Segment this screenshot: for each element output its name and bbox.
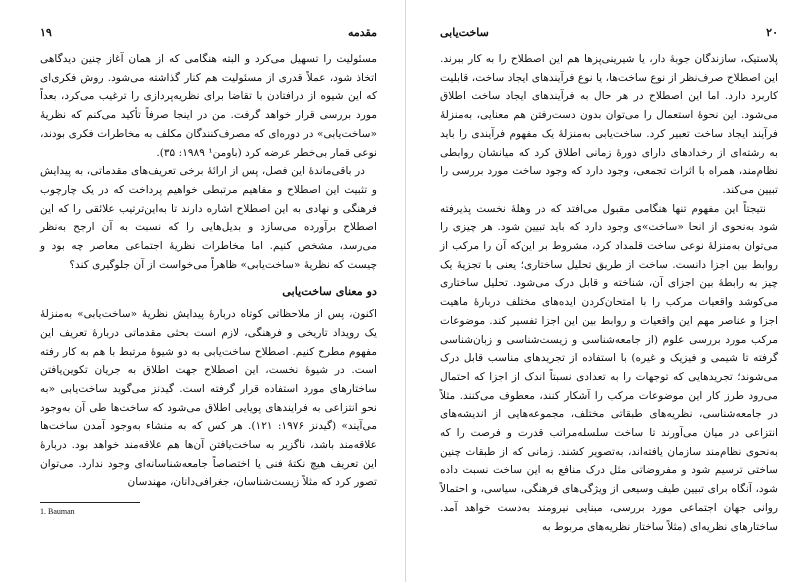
footnote-divider: [40, 502, 140, 503]
left-running-head: [40, 26, 377, 48]
right-page-number: ۲۰: [766, 26, 778, 39]
left-page-body: [40, 50, 377, 492]
left-page-number: ۱۹: [40, 26, 52, 39]
right-running-title: ساخت‌یابی: [440, 26, 489, 39]
body-paragraph: پلاستیک، سازندگان جوبهٔ دار، یا شیرینی‌پزها هم این اصطلاح را به کار ببرند. این اصطلاح صرف‌نظر از نوع ساخت‌ها، یا نوع فرآیندهای ایجاد ساخت، قابلیت کاربرد دارد. اما این اصطلاح در هر حال به فرآیندهای ایجاد ساخت اطلاق می‌شود. این نحوهٔ استعمال را می‌توان بدون دست‌رفتن هم معنایی، به‌منزلهٔ فرآیند ایجاد ساخت تعبیر کرد. ساخت‌یابی به‌منزلهٔ یک مفهوم فرآیندی را باید به رشته‌ای از رخدادهای دارای دورهٔ زمانی اطلاق کرد که میانشان روابطی نظام‌مند، همراه با اثرات تجمعی، وجود دارد که وجود ساخت مورد بررسی را تبیین می‌کند.: [440, 53, 778, 196]
right-page-body: [440, 50, 778, 536]
right-running-head: [440, 26, 778, 48]
section-heading: دو معنای ساخت‌یابی: [282, 284, 377, 299]
right-page: [406, 0, 812, 582]
left-running-title: مقدمه: [347, 26, 377, 39]
body-paragraph: نتیجتاً این مفهوم تنها هنگامی مقبول می‌افتد که در وهلهٔ نخست پذیرفته شود به‌نحوی از انحا «ساخت»ی وجود دارد که باید تبیین شود. هر چیزی را می‌توان به‌منزلهٔ نوعی ساخت قلمداد کرد، مشروط بر این‌که آن را مرکب از روابط بین اجزا دانست. ساخت از طریق تحلیل ساختاری؛ یعنی با تجزیهٔ یک چیز به رابطهٔ بین اجزای آن، شناخته و قابل درک می‌شود. تحلیل ساختاری می‌کوشد واقعیات مرکب را با امتحان‌کردن ایده‌های مختلف دربارهٔ ماهیت اجزا و عناصر مهم این واقعیات و روابط بین این اجزا تفسیر کند. موضوعات مرکب مورد بررسی علوم (از جامعه‌شناسی و زیست‌شناسی و زبان‌شناسی گرفته تا شیمی و فیزیک و غیره) با استفاده از تجریدهای مناسب قابل درک می‌شوند؛ تجریدهایی که توجهات را به تعدادی نسبتاً اندک از اجزا که احتمال می‌رود طرز کار این موضوعات مرکب را آشکار کنند، معطوف می‌کنند. مثلاً در جامعه‌شناسی، نظریه‌های طبقاتی مختلف، مجموعه‌هایی از اندیشه‌های انتزاعی در میان می‌آورند تا ساخت سلسله‌مراتب قدرت و فرصت را که به‌نحوی نظام‌مند سازمان یافته‌اند، به‌تصویر کشند. زمانی که از طبقات چنین ساختی ترسیم شود و مفروضاتی مثل درک منافع به این ساخت نسبت داده شود، آنگاه برای تبیین طیف وسیعی از ویژگی‌های فرهنگی، سیاسی، و احتمالاً روانی جهان اجتماعی مورد بررسی، مبنایی نیرومند به‌دست خواهد آمد. ساختارهای نظریه‌ای (مثلاً ساختار نظریه‌های مربوط به: [440, 202, 778, 533]
body-paragraph: اکنون، پس از ملاحظاتی کوتاه دربارهٔ پیدایش نظریهٔ «ساخت‌یابی» به‌منزلهٔ یک رویداد تاریخی و فرهنگی، لازم است بحثی مقدماتی دربارهٔ تعریف این مفهوم مطرح کنیم. اصطلاح ساخت‌یابی به دو شیوهٔ مرتبط با هم به کار رفته است. در شیوهٔ نخست، این اصطلاح جهت اطلاق به جریان تکوین‌یافتن ساختارهای مورد استفاده قرار گرفته است. گیدنز می‌گوید ساخت‌یابی «به نحو انتزاعی به فرایندهای پویایی اطلاق می‌شود که ساخت‌ها طی آن به‌وجود می‌آیند» (گیدنز ۱۹۷۶: ۱۲۱). هر کس که به منشاء به‌وجود آمدن ساخت‌ها علاقه‌مند باشد، ناگزیر به ساخت‌یافتن آن‌ها هم علاقه‌مند خواهد بود. دربارهٔ این تعریف هیچ نکتهٔ فنی یا اختصاصاً جامعه‌شناسانه‌ای وجود ندارد. می‌توان تصور کرد که مثلاً زیست‌شناسان، جغرافی‌دانان، مهندسان: [40, 308, 377, 489]
footnote: 1. Bauman: [40, 507, 75, 517]
body-paragraph: در باقی‌ماندهٔ این فصل، پس از ارائهٔ برخی تعریف‌های مقدماتی، به پیدایش و تثبیت این اصطلاح و مفاهیم مرتبطی خواهیم پرداخت که در یک چارچوب فرهنگی و نهادی به این اصطلاح اشاره دارند تا به‌این‌ترتیب علائقی را که این اصطلاح برآورده می‌سازد و بدیل‌هایی را که نسبت به آن ارجح به‌نظر می‌رسد، مشخص کنیم. اما مخاطرات نظریهٔ اجتماعی معاصر چه بود و چیست که نظریهٔ «ساخت‌یابی» ظاهراً می‌خواست از آن جلوگیری کند؟: [40, 165, 377, 271]
body-paragraph: مسئولیت را تسهیل می‌کرد و البته هنگامی که از همان آغاز چنین دیدگاهی اتخاذ شود، عملاً قدری از مسئولیت هم کنار گذاشته می‌شود. روش فکری‌ای که این شیوه از درافتادن با تقاضا برای نظریه‌پردازی را ترغیب می‌کرد، بعداً مورد بررسی قرار خواهد گرفت. من در اینجا صرفاً تأکید می‌کنم که نظریهٔ «ساخت‌یابی» در دوره‌ای که مصرف‌کنندگان مکلف به مخاطرات فکری بودند، نوعی قمار بی‌خطر عرضه کرد (باومن¹ ۱۹۸۹: ۳۵).: [40, 53, 377, 159]
